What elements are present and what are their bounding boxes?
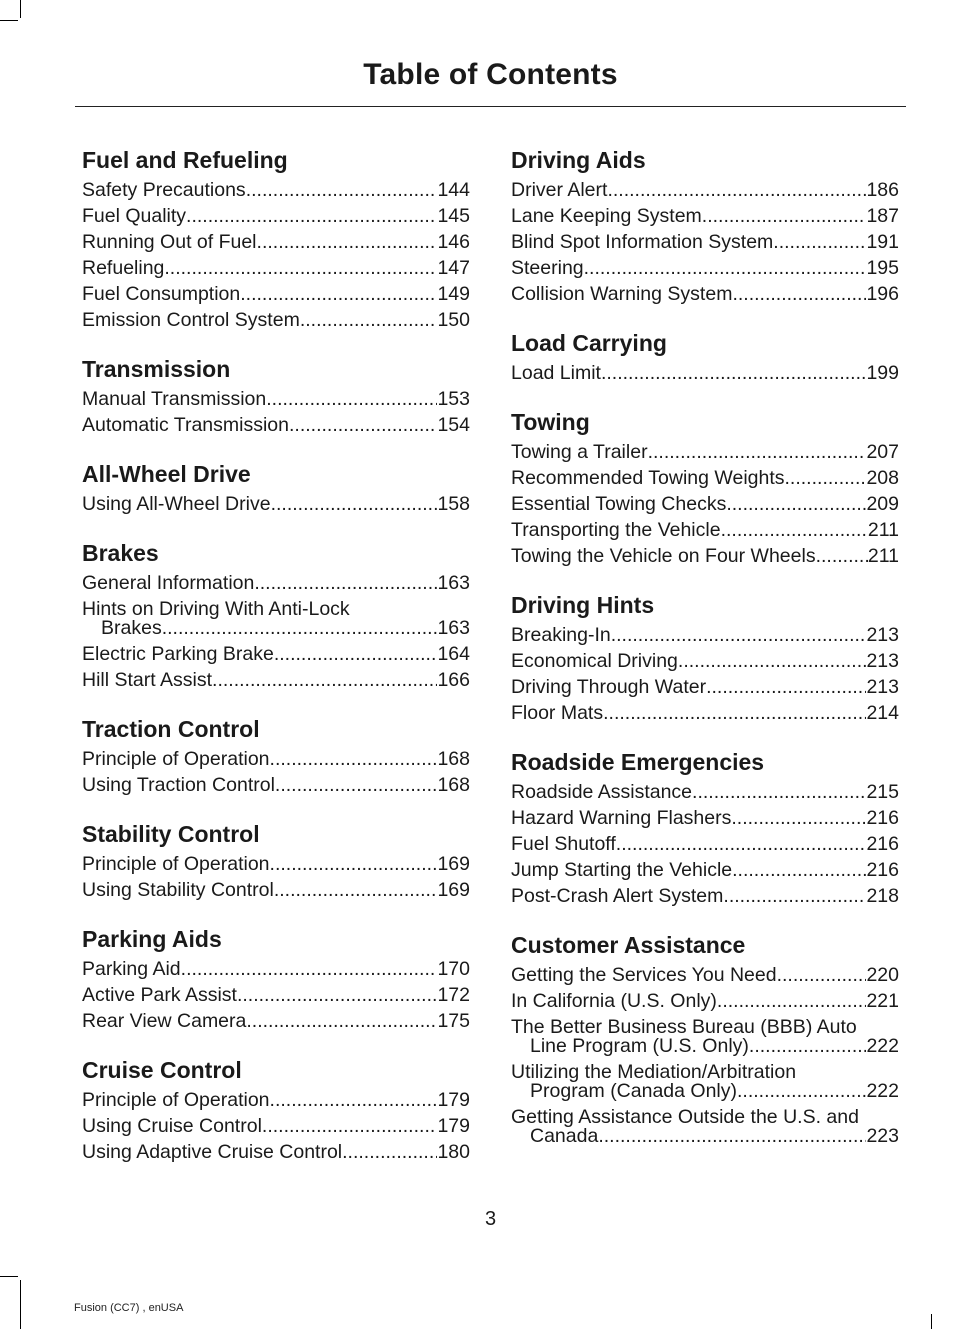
dot-leader [270, 746, 438, 772]
entry-label: Towing the Vehicle on Four Wheels [511, 545, 816, 567]
dot-leader [270, 1087, 438, 1113]
dot-leader [737, 1082, 866, 1101]
toc-section [511, 747, 899, 909]
toc-left-column [82, 145, 470, 1186]
dot-leader [732, 281, 866, 307]
entry-label: Automatic Transmission [82, 414, 289, 436]
entry-label: Transporting the Vehicle [511, 519, 721, 541]
dot-leader [246, 177, 438, 203]
section-heading: Customer Assistance [511, 932, 746, 958]
section-heading: Load Carrying [511, 330, 667, 356]
page-title: Table of Contents [363, 58, 618, 91]
toc-entry[interactable] [511, 281, 899, 307]
dot-leader [162, 619, 438, 638]
entry-page-number: 172 [437, 984, 470, 1006]
toc-entry[interactable] [511, 883, 899, 909]
dot-leader [749, 1037, 867, 1056]
dot-leader [212, 667, 437, 693]
toc-entry[interactable] [511, 805, 899, 831]
entry-page-number: 149 [437, 283, 470, 305]
toc-entry[interactable] [82, 307, 470, 333]
entry-label: Hill Start Assist [82, 669, 213, 691]
toc-section [82, 145, 470, 333]
toc-entry[interactable] [511, 543, 899, 569]
entry-label: Principle of Operation [82, 748, 270, 770]
toc-entry[interactable] [511, 962, 899, 988]
entry-page-number: 187 [866, 205, 899, 227]
crop-mark [20, 1280, 21, 1329]
entry-label: Collision Warning System [511, 283, 733, 305]
toc-entry[interactable] [82, 570, 470, 596]
dot-leader [726, 491, 866, 517]
entry-label: Essential Towing Checks [511, 493, 727, 515]
dot-leader [785, 465, 867, 491]
entry-label: Manual Transmission [82, 388, 267, 410]
entry-label: Fuel Shutoff [511, 833, 616, 855]
dot-leader [603, 700, 866, 726]
entry-page-number: 220 [866, 964, 899, 986]
toc-entry[interactable] [82, 386, 470, 412]
dot-leader [816, 543, 868, 569]
dot-leader [648, 439, 867, 465]
entry-page-number: 216 [866, 859, 899, 881]
dot-leader [702, 203, 867, 229]
section-heading: All-Wheel Drive [82, 461, 251, 487]
entry-page-number: 144 [437, 179, 470, 201]
toc-entry[interactable] [82, 772, 470, 798]
toc-entry[interactable] [511, 1104, 899, 1149]
entry-label: Steering [511, 257, 584, 279]
section-heading: Transmission [82, 356, 231, 382]
entry-label: Refueling [82, 257, 165, 279]
entry-label: Using Cruise Control [82, 1115, 262, 1137]
toc-entry[interactable] [82, 956, 470, 982]
dot-leader [777, 962, 867, 988]
entry-page-number: 222 [866, 1035, 899, 1057]
footer-document-id: Fusion (CC7) , enUSA [74, 1302, 184, 1314]
entry-label: Jump Starting the Vehicle [511, 859, 733, 881]
toc-entry[interactable] [511, 1059, 899, 1104]
dot-leader [584, 255, 867, 281]
entry-page-number: 170 [437, 958, 470, 980]
toc-section [82, 819, 470, 903]
dot-leader [240, 281, 437, 307]
entry-page-number: 216 [866, 833, 899, 855]
entry-label: Load Limit [511, 362, 601, 384]
entry-label: Roadside Assistance [511, 781, 693, 803]
toc-entry[interactable] [82, 877, 470, 903]
entry-page-number: 179 [437, 1115, 470, 1137]
entry-label: Lane Keeping System [511, 205, 702, 227]
entry-label: Hazard Warning Flashers [511, 807, 732, 829]
entry-label: Recommended Towing Weights [511, 467, 785, 489]
toc-entry[interactable] [82, 255, 470, 281]
dot-leader [274, 877, 438, 903]
toc-section [82, 354, 470, 438]
entry-page-number: 180 [437, 1141, 470, 1163]
toc-entry[interactable] [511, 360, 899, 386]
entry-page-number: 158 [437, 493, 470, 515]
entry-page-number: 213 [866, 624, 899, 646]
entry-page-number: 213 [866, 676, 899, 698]
entry-label: Parking Aid [82, 958, 181, 980]
toc-entry[interactable] [511, 255, 899, 281]
dot-leader [186, 203, 437, 229]
entry-page-number: 147 [437, 257, 470, 279]
entry-label: Getting Assistance Outside the U.S. and [511, 1106, 859, 1128]
entry-label: Fuel Consumption [82, 283, 241, 305]
entry-page-number: 145 [437, 205, 470, 227]
entry-label: Using Adaptive Cruise Control [82, 1141, 343, 1163]
toc-entry[interactable] [511, 857, 899, 883]
dot-leader [275, 772, 438, 798]
entry-page-number: 195 [866, 257, 899, 279]
toc-section [82, 459, 470, 517]
entry-page-number: 211 [867, 519, 899, 541]
dot-leader [601, 360, 866, 386]
dot-leader [611, 622, 867, 648]
dot-leader [732, 857, 866, 883]
dot-leader [616, 831, 867, 857]
entry-label: Rear View Camera [82, 1010, 247, 1032]
page-number: 3 [484, 1208, 497, 1230]
entry-page-number: 153 [437, 388, 470, 410]
toc-entry[interactable] [511, 517, 899, 543]
entry-label: Using Stability Control [82, 879, 274, 901]
dot-leader [271, 491, 438, 517]
dot-leader [692, 779, 866, 805]
dot-leader [342, 1139, 437, 1165]
toc-entry[interactable] [82, 746, 470, 772]
entry-page-number: 166 [437, 669, 470, 691]
entry-page-number: 209 [866, 493, 899, 515]
entry-page-number: 186 [866, 179, 899, 201]
toc-entry[interactable] [511, 988, 899, 1014]
toc-entry[interactable] [82, 177, 470, 203]
entry-page-number: 163 [437, 617, 470, 639]
entry-label: In California (U.S. Only) [511, 990, 717, 1012]
dot-leader [721, 517, 868, 543]
dot-leader [731, 805, 866, 831]
entry-page-number: 223 [866, 1125, 899, 1147]
toc-entry[interactable] [82, 596, 470, 641]
entry-label: Driver Alert [511, 179, 608, 201]
toc-entry[interactable] [82, 281, 470, 307]
toc-entry[interactable] [511, 831, 899, 857]
crop-mark [0, 1276, 18, 1277]
entry-page-number: 163 [437, 572, 470, 594]
toc-entry[interactable] [511, 1014, 899, 1059]
entry-page-number: 211 [867, 545, 899, 567]
toc-entry[interactable] [82, 851, 470, 877]
dot-leader [717, 988, 867, 1014]
section-heading: Roadside Emergencies [511, 749, 765, 775]
entry-label: Emission Control System [82, 309, 300, 331]
section-heading: Fuel and Refueling [82, 147, 288, 173]
entry-page-number: 199 [866, 362, 899, 384]
entry-label: Safety Precautions [82, 179, 246, 201]
toc-section [511, 590, 899, 726]
entry-page-number: 214 [866, 702, 899, 724]
toc-section [511, 930, 899, 1149]
entry-page-number: 218 [866, 885, 899, 907]
entry-label: Economical Driving [511, 650, 678, 672]
entry-label: The Better Business Bureau (BBB) Auto [511, 1016, 857, 1038]
toc-entry[interactable] [511, 779, 899, 805]
section-heading: Parking Aids [82, 926, 222, 952]
entry-label-continued: Program (Canada Only) [530, 1080, 737, 1102]
entry-page-number: 146 [437, 231, 470, 253]
entry-page-number: 215 [866, 781, 899, 803]
toc-entry[interactable] [511, 491, 899, 517]
toc-entry[interactable] [82, 491, 470, 517]
toc-entry[interactable] [82, 1008, 470, 1034]
entry-page-number: 207 [866, 441, 899, 463]
toc-entry[interactable] [511, 439, 899, 465]
dot-leader [598, 1127, 866, 1146]
entry-page-number: 154 [437, 414, 470, 436]
entry-page-number: 175 [437, 1010, 470, 1032]
toc-section [82, 538, 470, 693]
toc-entry[interactable] [82, 1087, 470, 1113]
toc-entry[interactable] [82, 229, 470, 255]
entry-label: Hints on Driving With Anti-Lock [82, 598, 350, 620]
entry-label: Blind Spot Information System [511, 231, 774, 253]
toc-entry[interactable] [511, 622, 899, 648]
dot-leader [274, 641, 438, 667]
section-heading: Traction Control [82, 716, 260, 742]
entry-page-number: 191 [866, 231, 899, 253]
toc-section [82, 1055, 470, 1165]
toc-entry[interactable] [511, 700, 899, 726]
toc-entry[interactable] [511, 229, 899, 255]
crop-mark [0, 20, 18, 21]
toc-entry[interactable] [511, 203, 899, 229]
entry-label: Active Park Assist [82, 984, 237, 1006]
entry-label: Driving Through Water [511, 676, 707, 698]
entry-label: Fuel Quality [82, 205, 187, 227]
section-heading: Towing [511, 409, 590, 435]
entry-label: Principle of Operation [82, 1089, 270, 1111]
entry-label-continued: Brakes [101, 617, 162, 639]
entry-label: Floor Mats [511, 702, 604, 724]
entry-page-number: 169 [437, 879, 470, 901]
dot-leader [270, 851, 438, 877]
toc-entry[interactable] [82, 982, 470, 1008]
dot-leader [266, 386, 437, 412]
dot-leader [300, 307, 438, 333]
crop-mark [931, 1314, 932, 1329]
toc-entry[interactable] [82, 641, 470, 667]
dot-leader [706, 674, 866, 700]
dot-leader [181, 956, 438, 982]
entry-page-number: 208 [866, 467, 899, 489]
toc-entry[interactable] [511, 648, 899, 674]
crop-mark [20, 0, 21, 18]
toc-section [82, 924, 470, 1034]
toc-entry[interactable] [511, 674, 899, 700]
toc-entry[interactable] [82, 667, 470, 693]
toc-entry[interactable] [82, 1113, 470, 1139]
entry-page-number: 222 [866, 1080, 899, 1102]
entry-page-number: 221 [866, 990, 899, 1012]
dot-leader [262, 1113, 438, 1139]
entry-label: Principle of Operation [82, 853, 270, 875]
entry-page-number: 169 [437, 853, 470, 875]
entry-label: Getting the Services You Need [511, 964, 777, 986]
dot-leader [164, 255, 437, 281]
dot-leader [678, 648, 867, 674]
toc-section [511, 145, 899, 307]
toc-section [511, 407, 899, 569]
entry-label: Electric Parking Brake [82, 643, 274, 665]
entry-label: Running Out of Fuel [82, 231, 257, 253]
dot-leader [246, 1008, 437, 1034]
title-divider [75, 106, 906, 107]
toc-entry[interactable] [511, 465, 899, 491]
entry-label: Post-Crash Alert System [511, 885, 724, 907]
toc-right-column [511, 145, 899, 1170]
toc-section [511, 328, 899, 386]
entry-label: Utilizing the Mediation/Arbitration [511, 1061, 797, 1083]
entry-label-continued: Canada [530, 1125, 599, 1147]
section-heading: Driving Aids [511, 147, 646, 173]
section-heading: Stability Control [82, 821, 260, 847]
entry-page-number: 164 [437, 643, 470, 665]
dot-leader [723, 883, 866, 909]
entry-label: Breaking-In [511, 624, 611, 646]
entry-label: Using All-Wheel Drive [82, 493, 271, 515]
dot-leader [607, 177, 866, 203]
entry-page-number: 196 [866, 283, 899, 305]
dot-leader [289, 412, 437, 438]
entry-label-continued: Line Program (U.S. Only) [530, 1035, 749, 1057]
entry-page-number: 168 [437, 774, 470, 796]
toc-entry[interactable] [82, 412, 470, 438]
entry-page-number: 216 [866, 807, 899, 829]
dot-leader [237, 982, 437, 1008]
dot-leader [773, 229, 866, 255]
section-heading: Driving Hints [511, 592, 655, 618]
entry-page-number: 150 [437, 309, 470, 331]
toc-entry[interactable] [82, 1139, 470, 1165]
entry-page-number: 213 [866, 650, 899, 672]
dot-leader [254, 570, 437, 596]
entry-page-number: 168 [437, 748, 470, 770]
entry-label: General Information [82, 572, 255, 594]
section-heading: Brakes [82, 540, 159, 566]
entry-label: Using Traction Control [82, 774, 275, 796]
entry-page-number: 179 [437, 1089, 470, 1111]
toc-entry[interactable] [511, 177, 899, 203]
entry-label: Towing a Trailer [511, 441, 648, 463]
section-heading: Cruise Control [82, 1057, 242, 1083]
toc-section [82, 714, 470, 798]
toc-entry[interactable] [82, 203, 470, 229]
dot-leader [257, 229, 438, 255]
